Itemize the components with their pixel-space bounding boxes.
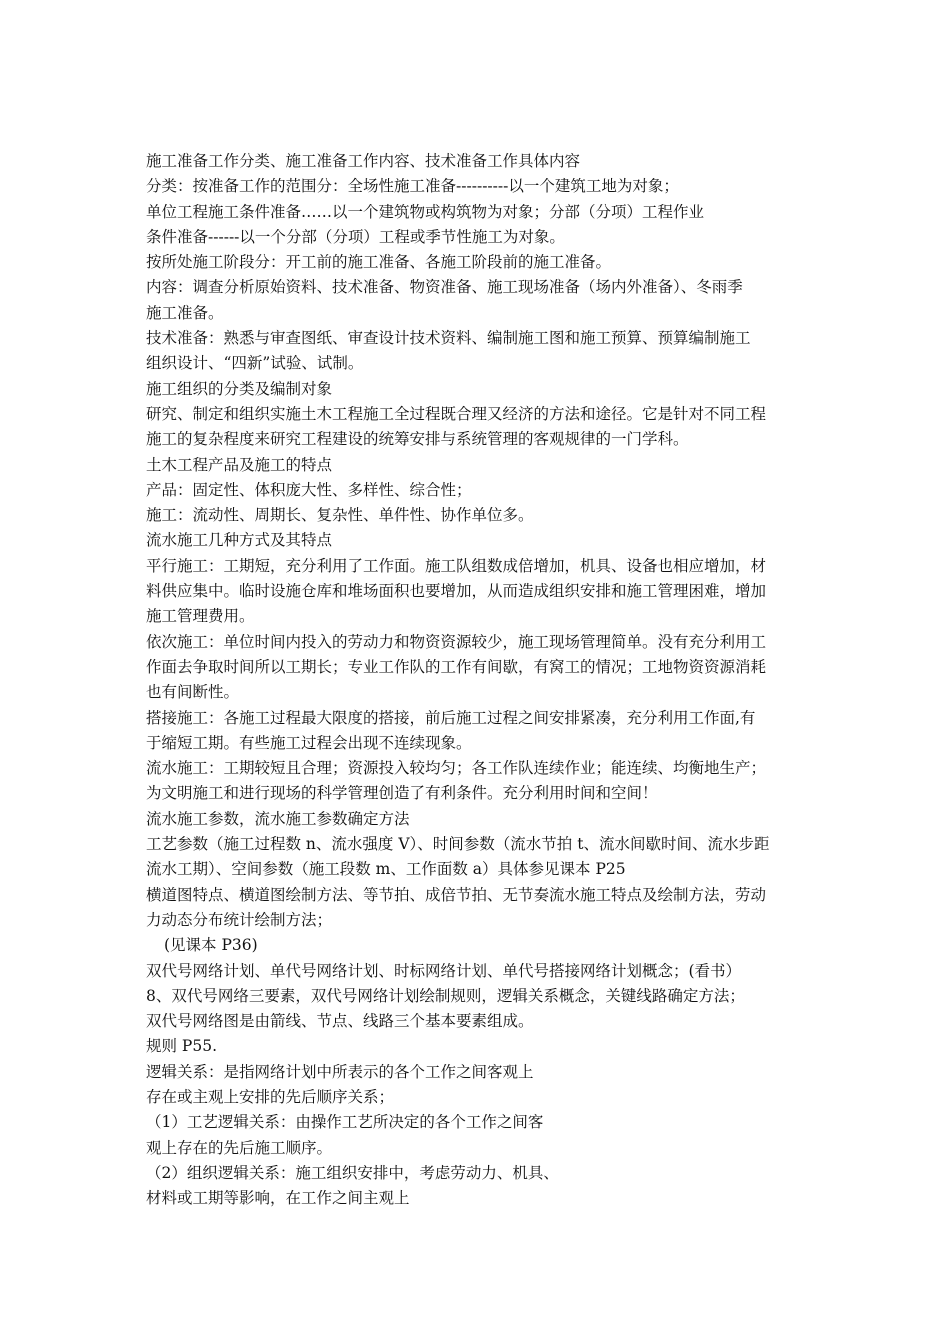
text-line: 横道图特点、横道图绘制方法、等节拍、成倍节拍、无节奏流水施工特点及绘制方法，劳动: [146, 885, 767, 904]
section-heading: 流水施工参数，流水施工参数确定方法: [146, 809, 410, 828]
text-line: 施工准备工作分类、施工准备工作内容、技术准备工作具体内容: [146, 152, 581, 170]
text-line: 研究、制定和组织实施土木工程施工全过程既合理又经济的方法和途径。它是针对不同工程: [146, 404, 767, 423]
text-line: 组织设计、“四新”试验、试制。: [146, 354, 364, 373]
text-line: （1）工艺逻辑关系：由操作工艺所决定的各个工作之间客: [146, 1113, 544, 1132]
section-heading: 土木工程产品及施工的特点: [146, 455, 333, 474]
text-line: 材料或工期等影响，在工作之间主观上: [146, 1189, 410, 1208]
text-line: 依次施工：单位时间内投入的劳动力和物资资源较少，施工现场管理简单。没有充分利用工: [146, 632, 767, 651]
text-line: 施工管理费用。: [146, 607, 255, 626]
text-line: 规则 P55.: [146, 1037, 218, 1056]
text-line: 条件准备------以一个分部（分项）工程或季节性施工为对象。: [146, 227, 565, 246]
text-line: 于缩短工期。有些施工过程会出现不连续现象。: [146, 733, 472, 752]
text-line: （2）组织逻辑关系：施工组织安排中，考虑劳动力、机具、: [146, 1163, 559, 1182]
text-line: 也有间断性。: [146, 683, 240, 702]
text-line: 施工准备。: [146, 303, 224, 322]
text-line: 内容：调查分析原始资料、技术准备、物资准备、施工现场准备（场内外准备）、冬雨季: [146, 278, 743, 297]
text-line: 存在或主观上安排的先后顺序关系；: [146, 1087, 395, 1106]
section-heading: 施工组织的分类及编制对象: [146, 379, 333, 398]
text-line: 施工的复杂程度来研究工程建设的统筹安排与系统管理的客观规律的一门学科。: [146, 430, 689, 449]
text-line: 单位工程施工条件准备……以一个建筑物或构筑物为对象；分部（分项）工程作业: [146, 202, 705, 221]
text-line: 为文明施工和进行现场的科学管理创造了有利条件。充分利用时间和空间！: [146, 784, 658, 803]
text-line: 按所处施工阶段分：开工前的施工准备、各施工阶段前的施工准备。: [146, 253, 612, 272]
text-line: 平行施工：工期短，充分利用了工作面。施工队组数成倍增加，机具、设备也相应增加，材: [146, 556, 767, 575]
text-line: 流水工期）、空间参数（施工段数 m、工作面数 a）具体参见课本 P25: [146, 860, 626, 879]
text-line: 搭接施工：各施工过程最大限度的搭接，前后施工过程之间安排紧凑，充分利用工作面,有: [146, 708, 756, 727]
text-line: 8、双代号网络三要素，双代号网络计划绘制规则，逻辑关系概念，关键线路确定方法；: [146, 986, 745, 1005]
text-line: 流水施工：工期较短且合理；资源投入较均匀；各工作队连续作业；能连续、均衡地生产；: [146, 759, 767, 778]
text-line: 作面去争取时间所以工期长；专业工作队的工作有间歇，有窝工的情况；工地物资资源消耗: [146, 657, 767, 676]
text-line: 施工：流动性、周期长、复杂性、单件性、协作单位多。: [146, 506, 534, 525]
text-line: 逻辑关系：是指网络计划中所表示的各个工作之间客观上: [146, 1062, 534, 1081]
text-line: 观上存在的先后施工顺序。: [146, 1138, 333, 1157]
text-line: 工艺参数（施工过程数 n、流水强度 V）、时间参数（流水节拍 t、流水间歇时间、流水步距: [146, 835, 770, 854]
text-line: 技术准备：熟悉与审查图纸、审查设计技术资料、编制施工图和施工预算、预算编制施工: [146, 329, 751, 348]
text-line: (见课本 P36): [164, 936, 258, 955]
document-body: [146, 149, 826, 1211]
section-heading: 流水施工几种方式及其特点: [146, 531, 333, 550]
text-line: 双代号网络计划、单代号网络计划、时标网络计划、单代号搭接网络计划概念；(看书）: [146, 961, 742, 980]
text-line: 料供应集中。临时设施仓库和堆场面积也要增加，从而造成组织安排和施工管理困难，增加: [146, 582, 767, 601]
text-line: 分类：按准备工作的范围分：全场性施工准备----------以一个建筑工地为对象；: [146, 177, 679, 196]
text-line: 力动态分布统计绘制方法；: [146, 910, 333, 929]
text-line: 双代号网络图是由箭线、节点、线路三个基本要素组成。: [146, 1012, 534, 1031]
text-line: 产品：固定性、体积庞大性、多样性、综合性；: [146, 480, 472, 499]
